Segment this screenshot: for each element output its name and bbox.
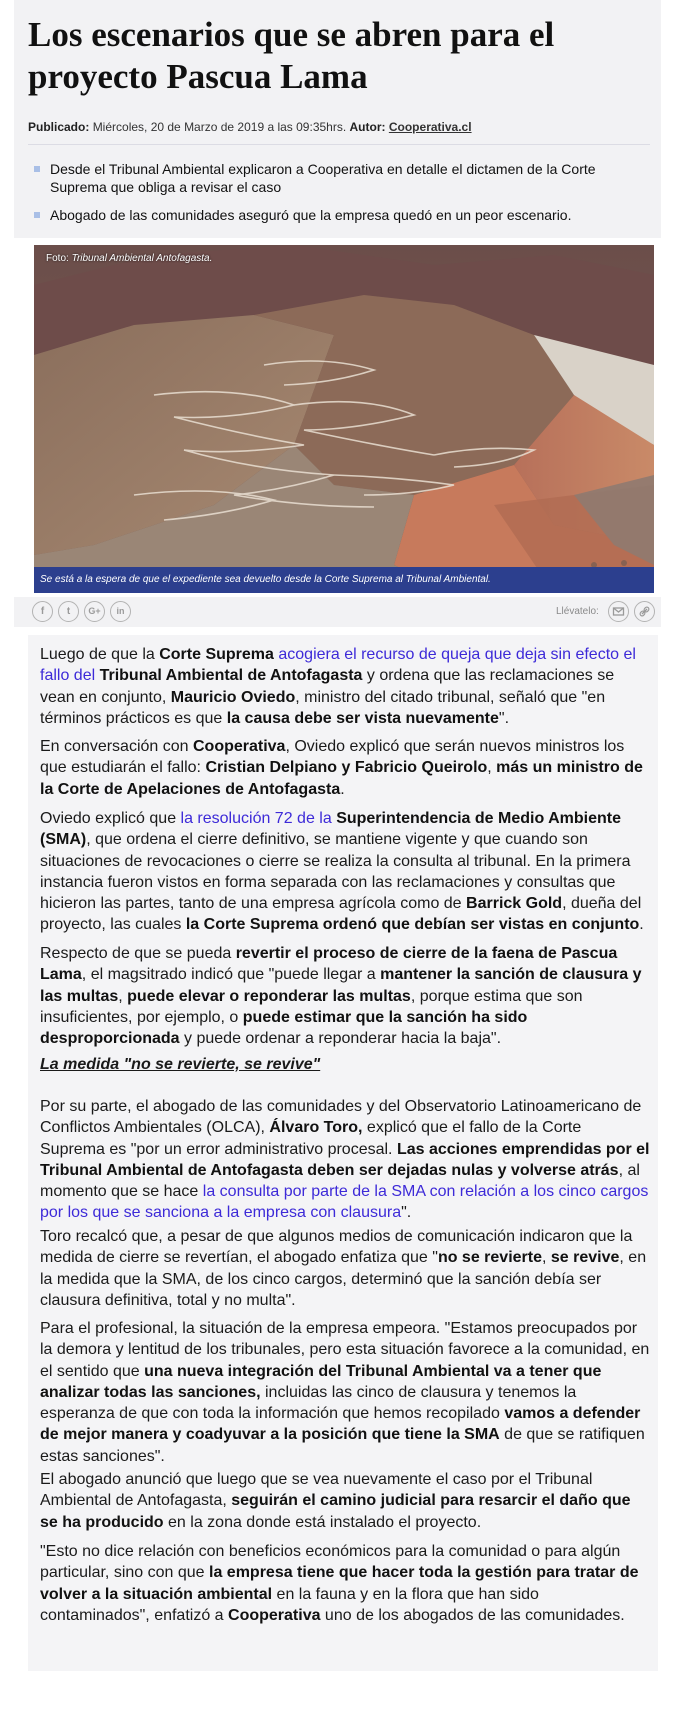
take-it-label: Llévatelo: [556,606,599,617]
page-title: Los escenarios que se abren para el proyecto Pascua Lama [28,15,555,96]
photo-caption-bar [34,567,654,593]
body-paragraph: En conversación con Cooperativa, Oviedo explicó que serán nuevos ministros los que estudiarán el fallo: Cristian Delpiano y Fabricio Queirolo, más un ministro de la Corte de Apelaciones de Antofagasta. [40,738,643,798]
body-paragraph: Para el profesional, la situación de la empresa empeora. "Estamos preocupados por la demora y lentitud de los tribunales, pero esta situación favorece a la comunidad, en el sentido que una nueva integración del Tribunal Ambiental va a tener que analizar todas las sanciones, incluidas las cinco de clausura y tenemos la esperanza de que con toda la información que hemos recopilado vamos a defender de mejor manera y coadyuvar a la posición que tiene la SMA de que se ratifiquen estas sanciones". [40,1320,650,1465]
body-paragraph: Respecto de que se pueda revertir el proceso de cierre de la faena de Pascua Lama, el magsitrado indicó que "puede llegar a mantener la sanción de clausura y las multas, puede elevar o reponderar las multas, porque estima que son insuficientes, por ejemplo, o puede estimar que la sanción ha sido desproporcionada y puede ordenar a reponderar hacia la baja". [40,945,642,1048]
article-photo[interactable] [34,245,654,593]
body-paragraph: Por su parte, el abogado de las comunidades y del Observatorio Latinoamericano de Conflictos Ambientales (OLCA), Álvaro Toro, explicó que el fallo de la Corte Suprema es "por un error administrativo procesal. Las acciones emprendidas por el Tribunal Ambiental de Antofagasta deben ser dejadas nulas y volverse atrás, al momento que se hace la consulta por parte de la SMA con relación a los cinco cargos por los que se sanciona a la empresa con clausura". [40,1098,650,1222]
corte-suprema-link[interactable]: Corte Suprema acogiera el recurso de queja que deja sin efecto el fallo del Tribunal Ambiental de Antofagasta [40,646,636,685]
section-subheading: La medida "no se revierte, se revive" [40,1056,321,1073]
article-meta [28,120,472,134]
twitter-icon[interactable]: t [58,601,79,622]
consulta-sma-link[interactable]: la consulta por parte de la SMA con relación a los cinco cargos por los que se sanciona a la empresa con clausura [40,1183,649,1222]
author-link[interactable]: Cooperativa.cl [388,120,472,134]
published-label: Publicado: [28,120,90,134]
bullet-square-icon [34,166,40,172]
body-paragraph: "Esto no dice relación con beneficios económicos para la comunidad o para algún particular, sino con que la empresa tiene que hacer toda la gestión para tratar de volver a la situación ambiental en la fauna y en la flora que han sido contaminados", enfatizó a Cooperativa uno de los abogados de las comunidades. [40,1543,639,1624]
mountain-landscape-illustration [34,245,654,593]
link-icon[interactable] [634,601,655,622]
publish-date: Miércoles, 20 de Marzo de 2019 a las 09:35hrs. [92,120,347,134]
body-paragraph: Oviedo explicó que la resolución 72 de la Superintendencia de Medio Ambiente (SMA), que ordena el cierre definitivo, se mantiene vigente y que cuando son situaciones de revocaciones o cierre se realiza la consulta al tribunal. En la primera instancia fueron vistos en forma separada con las reclamaciones y consultas que hicieron las partes, tanto de una empresa agrícola como de Barrick Gold, dueña del proyecto, las cuales la Corte Suprema ordenó que debían ser vistas en conjunto. [40,810,644,934]
share-bar [14,597,661,627]
summary-item: Abogado de las comunidades aseguró que la empresa quedó en un peor escenario. [30,206,630,224]
summary-item: Desde el Tribunal Ambiental explicaron a Cooperativa en detalle el dictamen de la Corte Suprema que obliga a revisar el caso [30,160,630,196]
bullet-square-icon [34,212,40,218]
summary-list [30,160,630,234]
body-paragraph: Toro recalcó que, a pesar de que algunos medios de comunicación indicaron que la medida de cierre se revertían, el abogado enfatiza que "no se revierte, se revive, en la medida que la SMA, de los cinco cargos, determinó que la sanción debía ser clausura definitiva, total y no multa". [40,1228,647,1309]
facebook-icon[interactable]: f [32,601,53,622]
resolucion-sma-link[interactable]: la resolución 72 de la Superintendencia de Medio Ambiente (SMA) [40,810,621,849]
body-paragraph: Luego de que la Corte Suprema acogiera el recurso de queja que deja sin efecto el fallo del Tribunal Ambiental de Antofagasta y ordena que las reclamaciones se vean en conjunto, Mauricio Oviedo, ministro del citado tribunal, señaló que "en términos prácticos es que la causa debe ser vista nuevamente". [40,646,636,727]
article-body [28,635,658,1671]
photo-credit: Foto: Tribunal Ambiental Antofagasta. [46,253,213,264]
photo-caption: Se está a la espera de que el expediente sea devuelto desde la Corte Suprema al Tribunal Ambiental. [40,574,491,585]
meta-divider [28,144,650,145]
body-paragraph: El abogado anunció que luego que se vea nuevamente el caso por el Tribunal Ambiental de Antofagasta, seguirán el camino judicial para resarcir el daño que se ha producido en la zona donde está instalado el proyecto. [40,1471,631,1531]
linkedin-icon[interactable]: in [110,601,131,622]
author-label: Autor: [349,120,386,134]
googleplus-icon[interactable]: G+ [84,601,105,622]
email-icon[interactable] [608,601,629,622]
